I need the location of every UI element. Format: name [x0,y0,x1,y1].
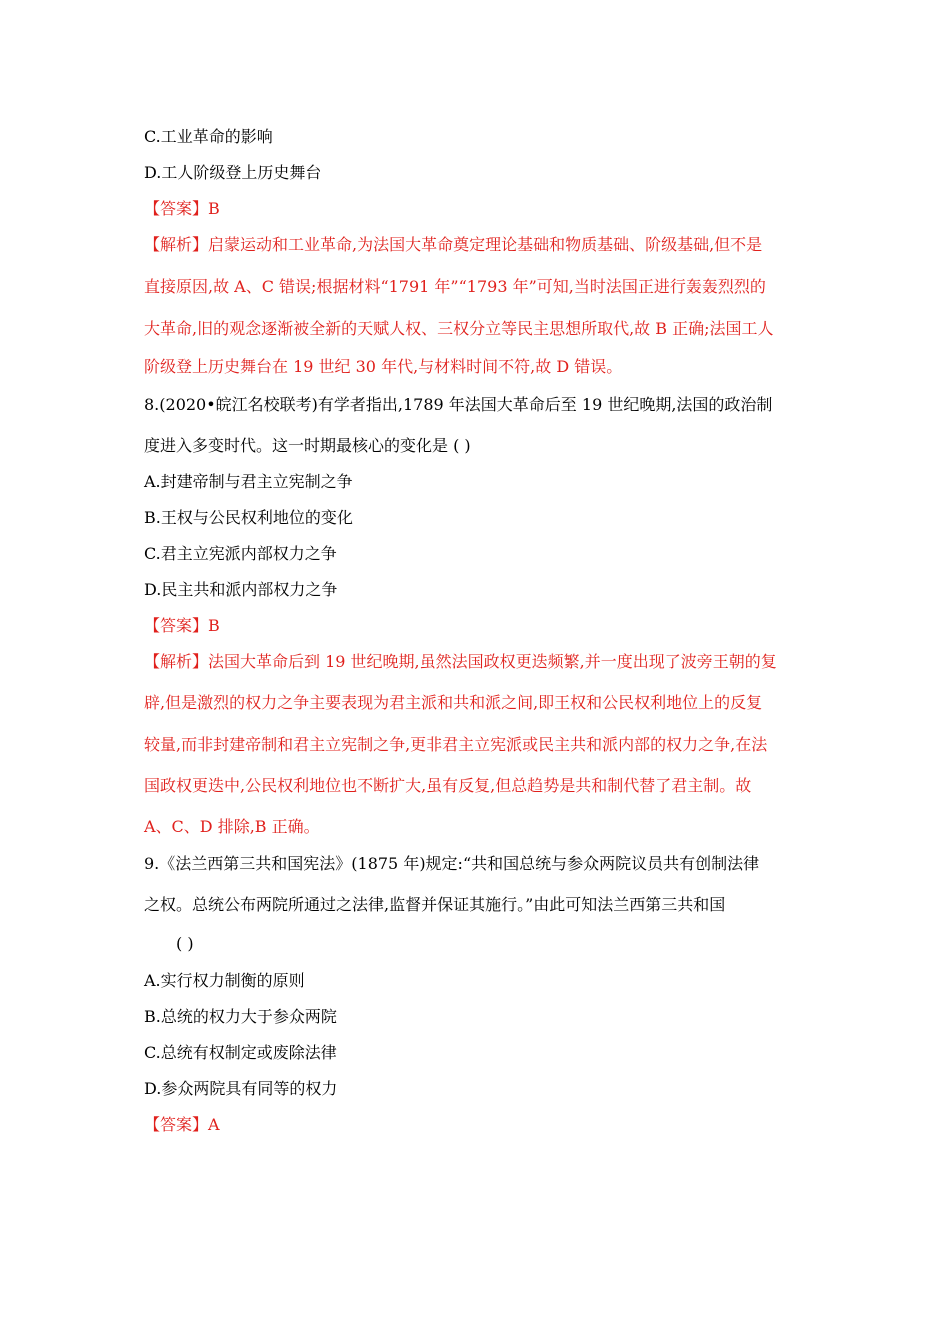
q8-analysis-line: A、C、D 排除,B 正确。 [144,817,320,836]
q9-stem-line: 之权。总统公布两院所通过之法律,监督并保证其施行。”由此可知法兰西第三共和国 [144,895,726,914]
q8-option-a: A.封建帝制与君主立宪制之争 [144,472,353,491]
q8-stem-line: 8.(2020•皖江名校联考)有学者指出,1789 年法国大革命后至 19 世纪晚期,法国的政治制 [144,395,773,414]
q7-analysis-line: 【解析】启蒙运动和工业革命,为法国大革命奠定理论基础和物质基础、阶级基础,但不是 [144,235,763,254]
q9-option-c: C.总统有权制定或废除法律 [144,1043,337,1062]
q8-stem-line: 度进入多变时代。这一时期最核心的变化是 ( ) [144,436,471,455]
q8-analysis-line: 国政权更迭中,公民权利地位也不断扩大,虽有反复,但总趋势是共和制代替了君主制。故 [144,776,752,795]
q7-analysis-line: 直接原因,故 A、C 错误;根据材料“1791 年”“1793 年”可知,当时法国正进行轰轰烈烈的 [144,277,766,296]
q9-option-d: D.参众两院具有同等的权力 [144,1079,338,1098]
q7-analysis-line: 大革命,旧的观念逐渐被全新的天赋人权、三权分立等民主思想所取代,故 B 正确;法国工人 [144,319,774,338]
q7-option-c: C.工业革命的影响 [144,127,273,146]
q8-answer: 【答案】B [144,616,220,635]
q9-option-a: A.实行权力制衡的原则 [144,971,305,990]
q9-stem-line: 9.《法兰西第三共和国宪法》(1875 年)规定:“共和国总统与参众两院议员共有创制法律 [144,854,760,873]
q9-answer-blank: ( ) [176,934,194,953]
q8-analysis-line: 辟,但是激烈的权力之争主要表现为君主派和共和派之间,即王权和公民权利地位上的反复 [144,693,763,712]
q8-option-d: D.民主共和派内部权力之争 [144,580,338,599]
q8-analysis-line: 较量,而非封建帝制和君主立宪制之争,更非君主立宪派或民主共和派内部的权力之争,在法 [144,735,768,754]
q7-analysis-line: 阶级登上历史舞台在 19 世纪 30 年代,与材料时间不符,故 D 错误。 [144,357,623,376]
q8-option-c: C.君主立宪派内部权力之争 [144,544,337,563]
q7-option-d: D.工人阶级登上历史舞台 [144,163,322,182]
q9-answer: 【答案】A [144,1115,220,1134]
q8-option-b: B.王权与公民权利地位的变化 [144,508,353,527]
q9-option-b: B.总统的权力大于参众两院 [144,1007,337,1026]
q7-answer: 【答案】B [144,199,220,218]
q8-analysis-line: 【解析】法国大革命后到 19 世纪晚期,虽然法国政权更迭频繁,并一度出现了波旁王朝的复 [144,652,777,671]
